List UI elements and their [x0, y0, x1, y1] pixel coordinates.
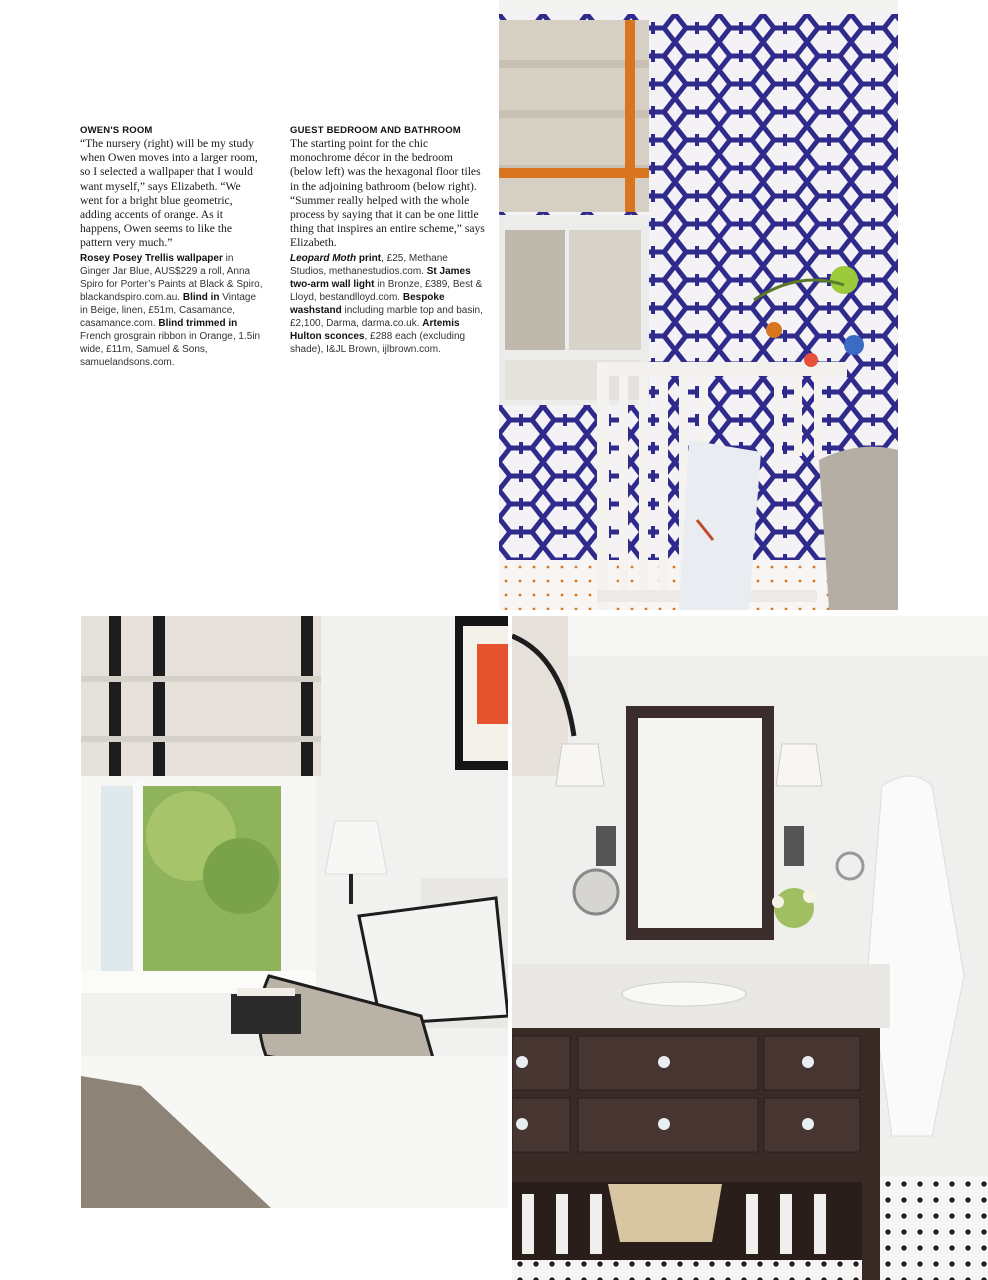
- bathroom-illustration: [512, 616, 988, 1280]
- credit-text: in Bronze, £389, Best & Lloyd, bestandlloyd.com.: [290, 278, 483, 303]
- owens-room-credits: [80, 252, 266, 370]
- credit-text: Vintage in Beige, linen, £51m, Casamance, casamance.com.: [80, 291, 257, 330]
- credit-label: Blind in: [182, 291, 220, 303]
- credit-text: , £25, Methane Studios, methanestudios.com.: [290, 252, 448, 277]
- guest-bedroom-photo: [81, 616, 508, 1208]
- owens-room-section: [80, 124, 266, 369]
- bathroom-photo: [512, 616, 988, 1280]
- credit-label: Bespoke washstand: [290, 291, 445, 316]
- credit-text: , £288 each (excluding shade), I&JL Brown, ijlbrown.com.: [290, 331, 466, 356]
- credit-label: Artemis Hulton sconces: [290, 318, 460, 343]
- nursery-photo: [499, 0, 898, 610]
- sconce-left: [556, 744, 604, 786]
- wall-lamp: [325, 821, 387, 874]
- credit-text: French grosgrain ribbon in Orange, 1.5in wide, £11m, Samuel & Sons, samuelandsons.com.: [80, 331, 261, 369]
- owens-room-quote: “The nursery (right) will be my study when Owen moves into a larger room, so I selected a wallpaper that I would want myself,” says Elizabeth. “We went for a bright blue geometric, adding accents of orange. As it happens, Owen seems to like the pattern very much.”: [80, 137, 258, 250]
- sofa: [819, 447, 898, 610]
- credit-label: Blind trimmed in: [158, 318, 238, 330]
- guest-room-quote: The starting point for the chic monochrome décor in the bedroom (below left) was the hexagonal floor tiles in the adjoining bathroom (below right). “Summer really helped with the whole process by saying that it can be one little thing that inspires an entire scheme,” says Elizabeth.: [290, 137, 485, 250]
- bedroom-illustration: [81, 616, 508, 1208]
- credit-text: including marble top and basin, £2,100, Darma, darma.co.uk.: [290, 305, 483, 330]
- basket: [608, 1184, 722, 1242]
- nursery-illustration: [499, 0, 898, 610]
- mobile: [830, 266, 858, 294]
- blanket: [679, 440, 761, 610]
- credit-label: St James two-arm wall light: [290, 265, 471, 290]
- credit-text: in Ginger Jar Blue, AUS$229 a roll, Anna Spiro for Porter’s Paints at Black & Spiro, blackandspiro.com.au.: [80, 252, 263, 303]
- guest-room-section: [290, 124, 486, 356]
- orange-ribbon: [625, 20, 635, 212]
- credit-label: Rosey Posey Trellis wallpaper: [80, 252, 223, 264]
- owens-room-heading: OWEN'S ROOM: [80, 125, 153, 136]
- guest-room-heading: GUEST BEDROOM AND BATHROOM: [290, 125, 461, 136]
- credit-italic: Leopard Moth: [290, 252, 357, 264]
- guest-room-credits: [290, 252, 486, 357]
- sconce-right: [776, 744, 822, 786]
- credit-label: print: [356, 252, 382, 264]
